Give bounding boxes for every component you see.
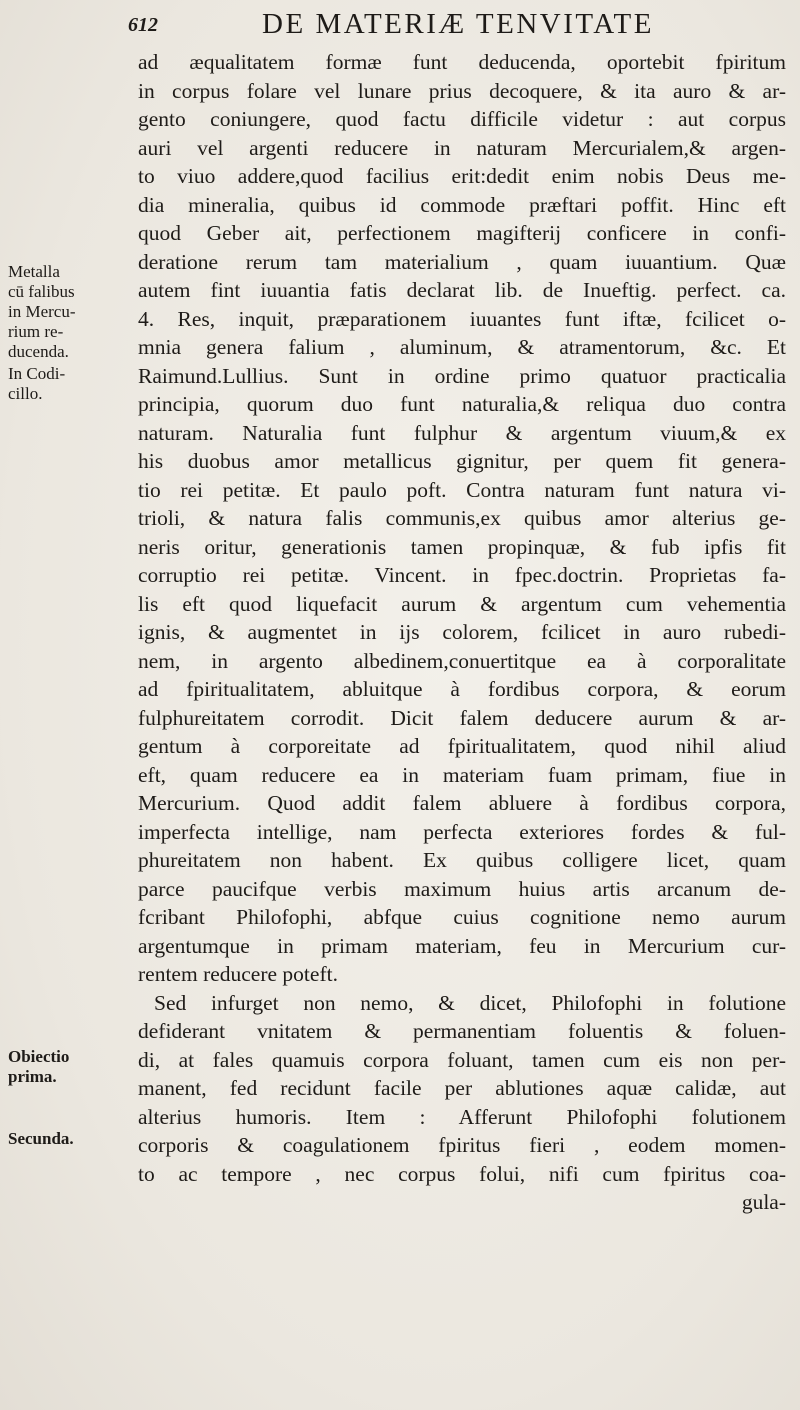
text-line: Raimund.Lullius. Sunt in ordine primo quatuor practicalia	[138, 363, 786, 388]
text-line: auri vel argenti reducere in naturam Mercurialem,& argen-	[138, 135, 786, 160]
text-line: naturam. Naturalia funt fulphur & argentum viuum,& ex	[138, 420, 786, 445]
text-line: mnia genera falium , aluminum, & atramentorum, &c. Et	[138, 335, 786, 359]
catchword: gula-	[741, 1190, 786, 1214]
text-line: to ac tempore , nec corpus folui, nifi cum fpiritus coa-	[138, 1161, 786, 1186]
margin-note-line: Metalla	[8, 262, 60, 281]
margin-note-line: rium re-	[8, 322, 64, 341]
text-line: phureitatem non habent. Ex quibus colligere licet, quam	[138, 848, 786, 872]
text-line: rentem reducere poteft.	[138, 962, 338, 986]
text-line: lis eft quod liquefacit aurum & argentum cum vehementia	[138, 591, 786, 616]
page-number: 612	[128, 14, 158, 36]
page-header	[128, 8, 788, 44]
text-line: quod Geber ait, perfectionem magifterij conficere in confi-	[138, 221, 786, 245]
text-line: eft, quam reducere ea in materiam fuam primam, fiue in	[138, 762, 786, 787]
text-line: corporis & coagulationem fpiritus fieri , eodem momen-	[138, 1133, 786, 1157]
body-text	[138, 48, 786, 1217]
margin-note-line: Secunda.	[8, 1129, 74, 1148]
text-line: dia mineralia, quibus id commode præftari poffit. Hinc eft	[138, 192, 786, 217]
text-line: 4. Res, inquit, præparationem iuuantes funt iftæ, fcilicet o-	[138, 306, 786, 331]
text-line: ignis, & augmentet in ijs colorem, fcilicet in auro rubedi-	[138, 620, 786, 644]
text-line: deratione rerum tam materialium , quam iuuantium. Quæ	[138, 249, 786, 274]
text-line: fcribant Philofophi, abfque cuius cognitione nemo aurum	[138, 905, 786, 929]
text-line: tio rei petitæ. Et paulo poft. Contra naturam funt natura vi-	[138, 477, 786, 502]
text-line: argentumque in primam materiam, feu in Mercurium cur-	[138, 933, 786, 958]
text-line: Mercurium. Quod addit falem abluere à fordibus corpora,	[138, 791, 786, 815]
text-line: manent, fed recidunt facile per ablutiones aquæ calidæ, aut	[138, 1076, 786, 1100]
text-line: Sed infurget non nemo, & dicet, Philofophi in folutione	[154, 990, 786, 1015]
margin-note-metalla	[8, 262, 133, 362]
text-line: parce paucifque verbis maximum huius artis arcanum de-	[138, 876, 786, 901]
text-line: alterius humoris. Item : Afferunt Philofophi folutionem	[138, 1104, 786, 1129]
text-line: in corpus folare vel lunare prius decoquere, & ita auro & ar-	[138, 78, 786, 103]
text-line: to viuo addere,quod facilius erit:dedit enim nobis Deus me-	[138, 164, 786, 188]
text-line: corruptio rei petitæ. Vincent. in fpec.doctrin. Proprietas fa-	[138, 563, 786, 587]
text-line: defiderant vnitatem & permanentiam foluentis & foluen-	[138, 1019, 786, 1043]
running-head: DE MATERIÆ TENVITATE	[262, 8, 654, 40]
margin-note-codicillo	[8, 364, 133, 404]
margin-note-line: prima.	[8, 1067, 57, 1086]
text-line: gentum à corporeitate ad fpiritualitatem, quod nihil aliud	[138, 734, 786, 758]
margin-note-secunda	[8, 1129, 133, 1149]
text-line: nem, in argento albedinem,conuertitque ea à corporalitate	[138, 648, 786, 673]
text-line: fulphureitatem corrodit. Dicit falem deducere aurum & ar-	[138, 705, 786, 730]
margin-note-line: Obiectio	[8, 1047, 70, 1066]
margin-note-line: ducenda.	[8, 342, 69, 361]
text-line: autem fint iuuantia fatis declarat lib. de Inueftig. perfect. ca.	[138, 278, 786, 302]
text-line: di, at fales quamuis corpora foluant, tamen cum eis non per-	[138, 1047, 786, 1072]
text-line: imperfecta intellige, nam perfecta exteriores fordes & ful-	[138, 819, 786, 844]
text-line: ad æqualitatem formæ funt deducenda, oportebit fpiritum	[138, 50, 786, 74]
margin-note-line: cillo.	[8, 384, 43, 403]
margin-note-line: In Codi-	[8, 364, 66, 383]
text-line: neris oritur, generationis tamen propinquæ, & fub ipfis fit	[138, 534, 786, 559]
margin-note-line: cū falibus	[8, 282, 75, 301]
margin-note-line: in Mercu-	[8, 302, 76, 321]
text-line: ad fpiritualitatem, abluitque à fordibus corpora, & eorum	[138, 677, 786, 701]
text-line: principia, quorum duo funt naturalia,& reliqua duo contra	[138, 392, 786, 416]
text-line: gento coniungere, quod factu difficile videtur : aut corpus	[138, 107, 786, 131]
margin-note-obiectio-prima	[8, 1047, 133, 1087]
text-line: trioli, & natura falis communis,ex quibus amor alterius ge-	[138, 506, 786, 530]
text-line: his duobus amor metallicus gignitur, per quem fit genera-	[138, 449, 786, 473]
